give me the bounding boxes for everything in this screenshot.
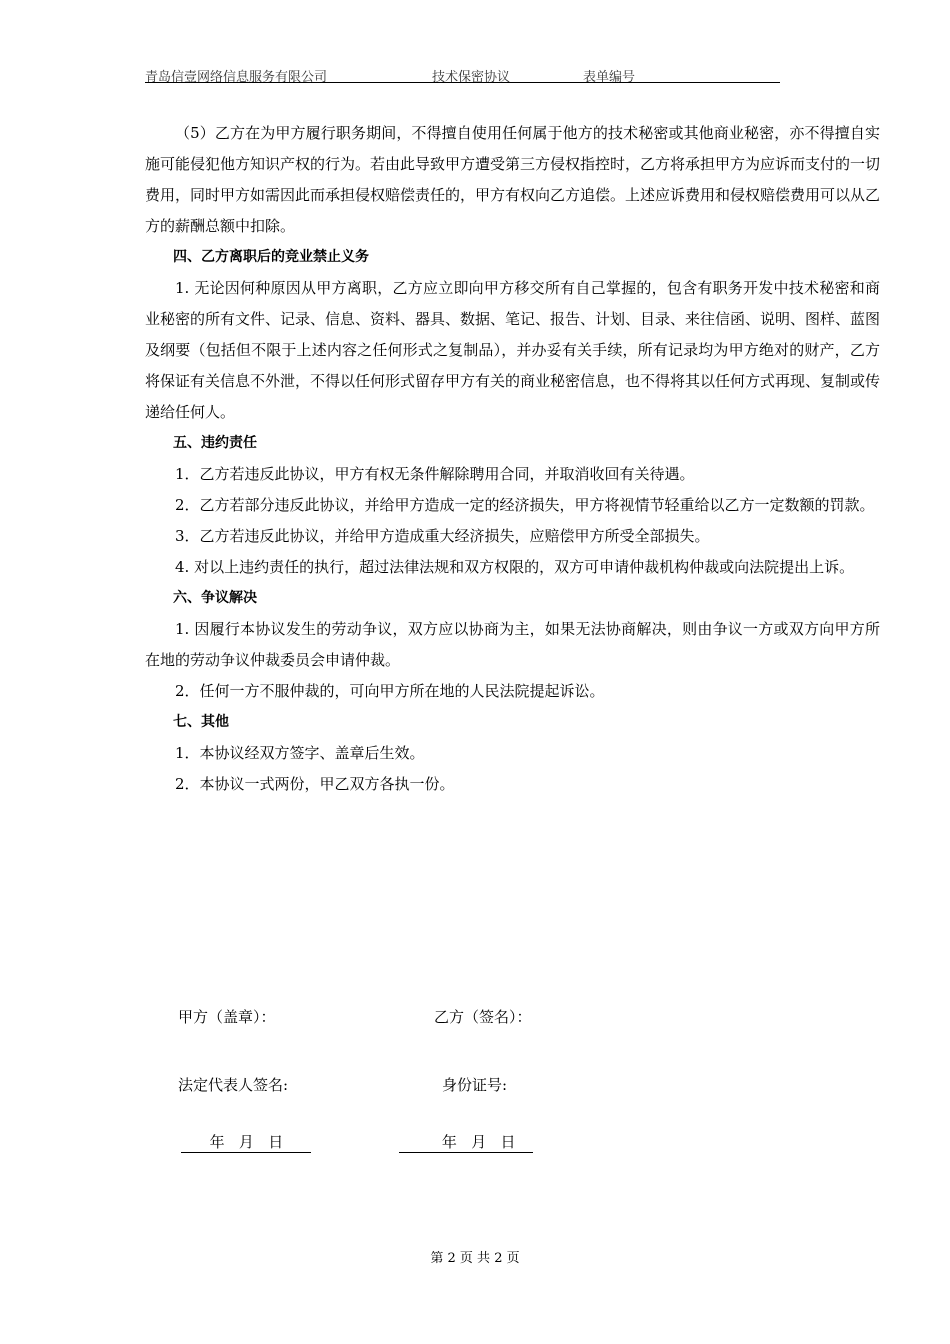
section-6-heading: 六、争议解决	[173, 590, 257, 606]
header-form-number-label: 表单编号	[583, 70, 636, 85]
section-4-heading: 四、乙方离职后的竞业禁止义务	[173, 249, 369, 265]
section-6-clause-1: 1. 因履行本协议发生的劳动争议，双方应以协商为主，如果无法协商解决，则由争议一方或双方向甲方所在地的劳动争议仲裁委员会申请仲裁。	[145, 620, 880, 669]
party-a-date-line: 年 月 日	[181, 1132, 311, 1153]
clause-3-5: （5）乙方在为甲方履行职务期间，不得擅自使用任何属于他方的技术秘密或其他商业秘密，亦不得擅自实施可能侵犯他方知识产权的行为。若由此导致甲方遭受第三方侵权指控时，乙方将承担甲方为应诉而支付的一切费用，同时甲方如需因此而承担侵权赔偿责任的，甲方有权向乙方追偿。上述应诉费用和侵权赔偿费用可以从乙方的薪酬总额中扣除。	[145, 124, 881, 235]
section-5-clause-3: 3．乙方若违反此协议，并给甲方造成重大经济损失，应赔偿甲方所受全部损失。	[175, 527, 710, 545]
section-5-clause-2: 2．乙方若部分违反此协议，并给甲方造成一定的经济损失，甲方将视情节轻重给以乙方一定数额的罚款。	[175, 496, 875, 514]
page-footer-number: 第 2 页 共 2 页	[430, 1251, 520, 1266]
section-7-clause-1: 1．本协议经双方签字、盖章后生效。	[175, 744, 425, 762]
legal-representative-label: 法定代表人签名:	[178, 1076, 289, 1094]
header-company: 青岛信壹网络信息服务有限公司	[145, 70, 328, 85]
section-6-clause-2: 2．任何一方不服仲裁的，可向甲方所在地的人民法院提起诉讼。	[175, 682, 605, 700]
section-5-heading: 五、违约责任	[173, 435, 257, 451]
section-4-clause-1: 1. 无论因何种原因从甲方离职，乙方应立即向甲方移交所有自己掌握的，包含有职务开发中技术秘密和商业秘密的所有文件、记录、信息、资料、器具、数据、笔记、报告、计划、目录、来往信函、说明、图样、蓝图及纲要（包括但不限于上述内容之任何形式之复制品），并办妥有关手续，所有记录均为甲方绝对的财产，乙方将保证有关信息不外泄，不得以任何形式留存甲方有关的商业秘密信息，也不得将其以任何方式再现、复制或传递给任何人。	[145, 279, 881, 421]
page-header	[145, 64, 780, 83]
section-7-clause-2: 2．本协议一式两份，甲乙双方各执一份。	[175, 775, 455, 793]
section-5-clause-1: 1．乙方若违反此协议，甲方有权无条件解除聘用合同，并取消收回有关待遇。	[175, 465, 695, 483]
document-body	[145, 118, 880, 800]
header-doc-title: 技术保密协议	[432, 70, 511, 85]
party-a-seal-label: 甲方（盖章）：	[178, 1008, 276, 1026]
section-5-clause-4: 4. 对以上违约责任的执行，超过法律法规和双方权限的，双方可申请仲裁机构仲裁或向法院提出上诉。	[175, 558, 855, 576]
id-number-label: 身份证号:	[442, 1076, 508, 1094]
party-b-date-line: 年 月 日	[399, 1132, 533, 1153]
section-7-heading: 七、其他	[173, 714, 229, 730]
party-b-signature-label: 乙方（签名）：	[434, 1008, 532, 1026]
